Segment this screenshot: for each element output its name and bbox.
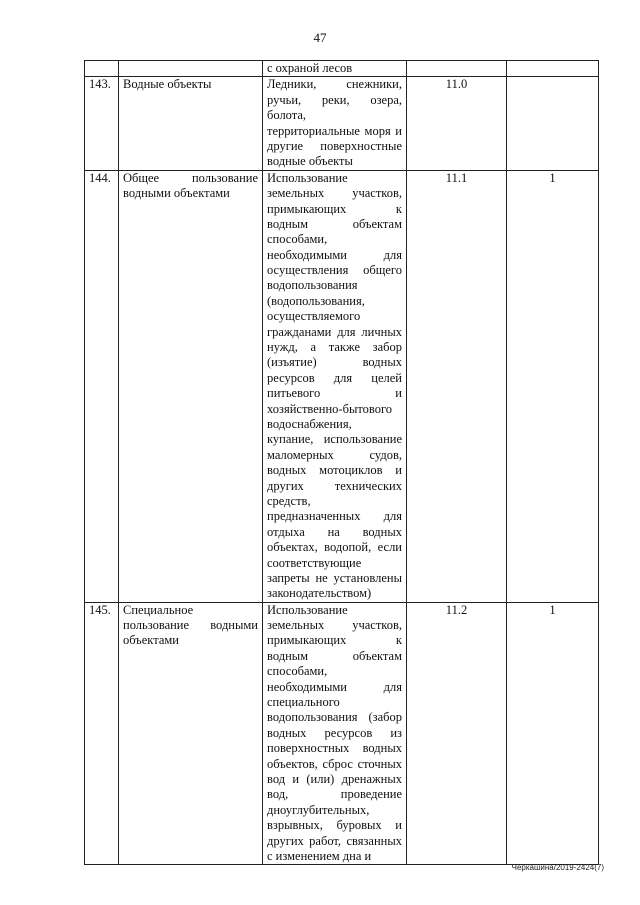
desc-line: ресурсов для целей [267, 370, 402, 385]
desc-line: купание, использование [267, 432, 402, 447]
row-name [119, 602, 263, 865]
table-row [85, 77, 599, 170]
row-code: 11.1 [407, 170, 507, 602]
desc-line: (изъятие) водных [267, 355, 402, 370]
desc-line: вод, проведение [267, 787, 402, 802]
desc-line: водным объектам [267, 648, 402, 663]
desc-line: осуществления общего [267, 263, 402, 278]
name-line: водными объектами [123, 186, 230, 201]
desc-line: взрывных, буровых и [267, 818, 402, 833]
row-description [263, 77, 407, 170]
desc-line: поверхностных водных [267, 741, 402, 756]
desc-line: осуществляемого [267, 309, 361, 324]
desc-line: водных ресурсов из [267, 725, 402, 740]
row-description [263, 602, 407, 865]
desc-line: Использование [267, 602, 348, 617]
desc-line: водные объекты [267, 154, 353, 169]
row-code: 11.2 [407, 602, 507, 865]
desc-line: гражданами для личных [267, 324, 402, 339]
desc-line: нужд, а также забор [267, 340, 402, 355]
desc-line: необходимыми для [267, 247, 402, 262]
desc-line: маломерных судов, [267, 447, 402, 462]
row-description: с охраной лесов [263, 61, 407, 77]
row-value: 1 [507, 170, 599, 602]
row-code: 11.0 [407, 77, 507, 170]
desc-line: территориальные моря и [267, 123, 402, 138]
desc-line: болота, [267, 108, 307, 123]
desc-line: способами, [267, 232, 328, 247]
row-name [119, 77, 263, 170]
name-line: Общее пользование [123, 170, 258, 185]
row-description [263, 170, 407, 602]
page-number: 47 [313, 30, 327, 45]
desc-line: необходимыми для [267, 679, 402, 694]
desc-line: отдыха на водных [267, 524, 402, 539]
name-line: пользование водными [123, 618, 258, 633]
name-line: Водные объекты [123, 77, 212, 92]
desc-line: специального [267, 695, 340, 710]
desc-line: дноуглубительных, [267, 802, 370, 817]
desc-line: объектах, водопой, если [267, 540, 402, 555]
desc-line: предназначенных для [267, 509, 402, 524]
row-name [119, 170, 263, 602]
desc-line: земельных участков, [267, 618, 402, 633]
desc-line: земельных участков, [267, 186, 402, 201]
desc-line: другие поверхностные [267, 138, 402, 153]
table-row [85, 170, 599, 602]
desc-line: (водопользования, [267, 293, 365, 308]
desc-line: водоснабжения, [267, 417, 352, 431]
desc-line: вод и (или) дренажных [267, 771, 402, 786]
desc-line: других технических [267, 478, 402, 493]
row-number: 145. [85, 602, 119, 865]
desc-line: запреты не установлены [267, 570, 402, 585]
name-line: Специальное [123, 602, 194, 617]
desc-line: водным объектам [267, 216, 402, 231]
desc-line: водопользования (забор [267, 710, 402, 725]
table-row-continuation [85, 61, 599, 77]
desc-line: Использование [267, 170, 348, 185]
row-number: 144. [85, 170, 119, 602]
desc-line: соответствующие [267, 555, 362, 570]
desc-line: средств, [267, 493, 311, 508]
desc-line: ручьи, реки, озера, [267, 92, 402, 107]
desc-line: хозяйственно-бытового [267, 401, 393, 416]
row-value: 1 [507, 602, 599, 865]
desc-line: водопользования [267, 278, 358, 293]
desc-line: примыкающих к [267, 633, 402, 648]
land-use-table [84, 60, 599, 865]
desc-line: Ледники, снежники, [267, 77, 402, 92]
desc-line: законодательством) [267, 586, 372, 601]
desc-line: водных мотоциклов и [267, 463, 402, 478]
desc-line: объектов, сброс сточных [267, 756, 402, 771]
desc-line: с изменением дна и [267, 848, 372, 863]
desc-line: питьевого и [267, 386, 402, 401]
desc-line: способами, [267, 664, 328, 679]
table-row [85, 602, 599, 865]
desc-line: других работ, связанных [267, 833, 402, 848]
desc-line: примыкающих к [267, 201, 402, 216]
document-footer: Черкашина/2019-2424(7) [511, 863, 604, 872]
row-number: 143. [85, 77, 119, 170]
name-line: объектами [123, 633, 179, 648]
row-value [507, 77, 599, 170]
